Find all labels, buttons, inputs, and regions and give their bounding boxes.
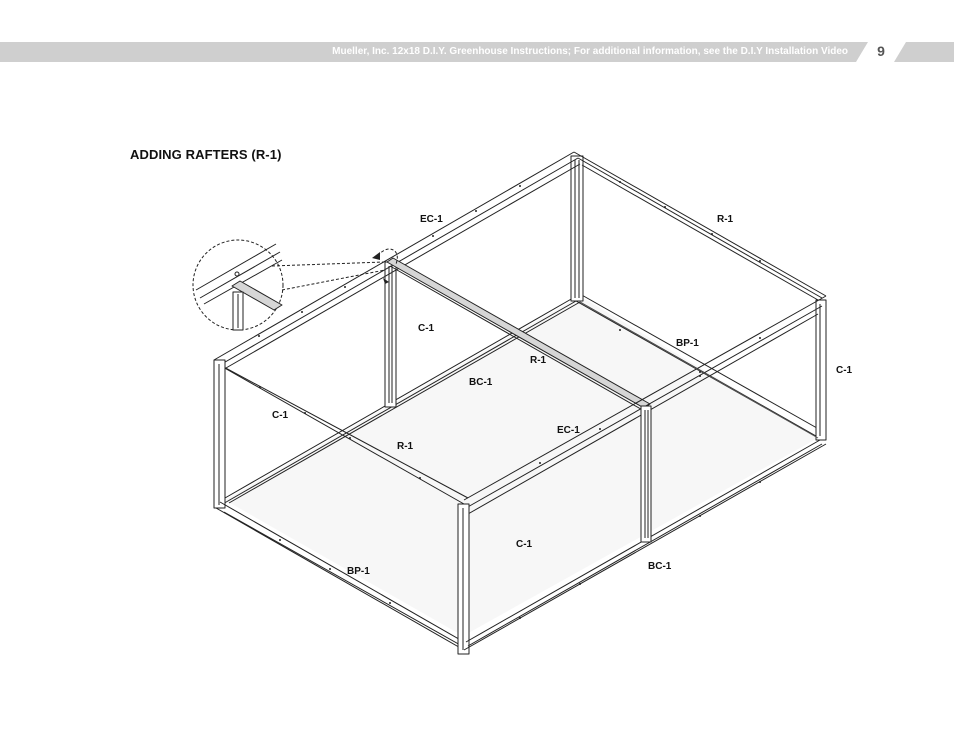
right-corner-column	[816, 300, 826, 440]
label-ec1-front: EC-1	[557, 425, 580, 436]
page-number: 9	[877, 43, 885, 59]
label-bp1-right: BP-1	[676, 338, 699, 349]
front-corner-column	[458, 504, 469, 654]
label-bc1-back: BC-1	[469, 377, 493, 388]
label-c1-front: C-1	[516, 539, 533, 550]
label-bc1-front: BC-1	[648, 561, 672, 572]
header-text: Mueller, Inc. 12x18 D.I.Y. Greenhouse Instructions; For additional information, see the D.I.Y Installation Video	[332, 46, 848, 57]
back-corner-post	[571, 156, 583, 301]
label-c1-right: C-1	[836, 365, 853, 376]
front-right-column	[641, 406, 651, 542]
label-r1-back: R-1	[717, 214, 734, 225]
floor-interior	[225, 296, 818, 636]
label-r1-highlight: R-1	[530, 355, 547, 366]
label-c1-back-left: C-1	[418, 323, 435, 334]
back-left-column	[385, 262, 396, 407]
label-ec1-back: EC-1	[420, 214, 443, 225]
label-bp1-front: BP-1	[347, 566, 370, 577]
back-right-rafter	[574, 152, 826, 300]
left-corner-column	[214, 360, 225, 508]
label-c1-left: C-1	[272, 410, 289, 421]
label-r1-front: R-1	[397, 441, 414, 452]
section-title: ADDING RAFTERS (R-1)	[130, 147, 282, 162]
